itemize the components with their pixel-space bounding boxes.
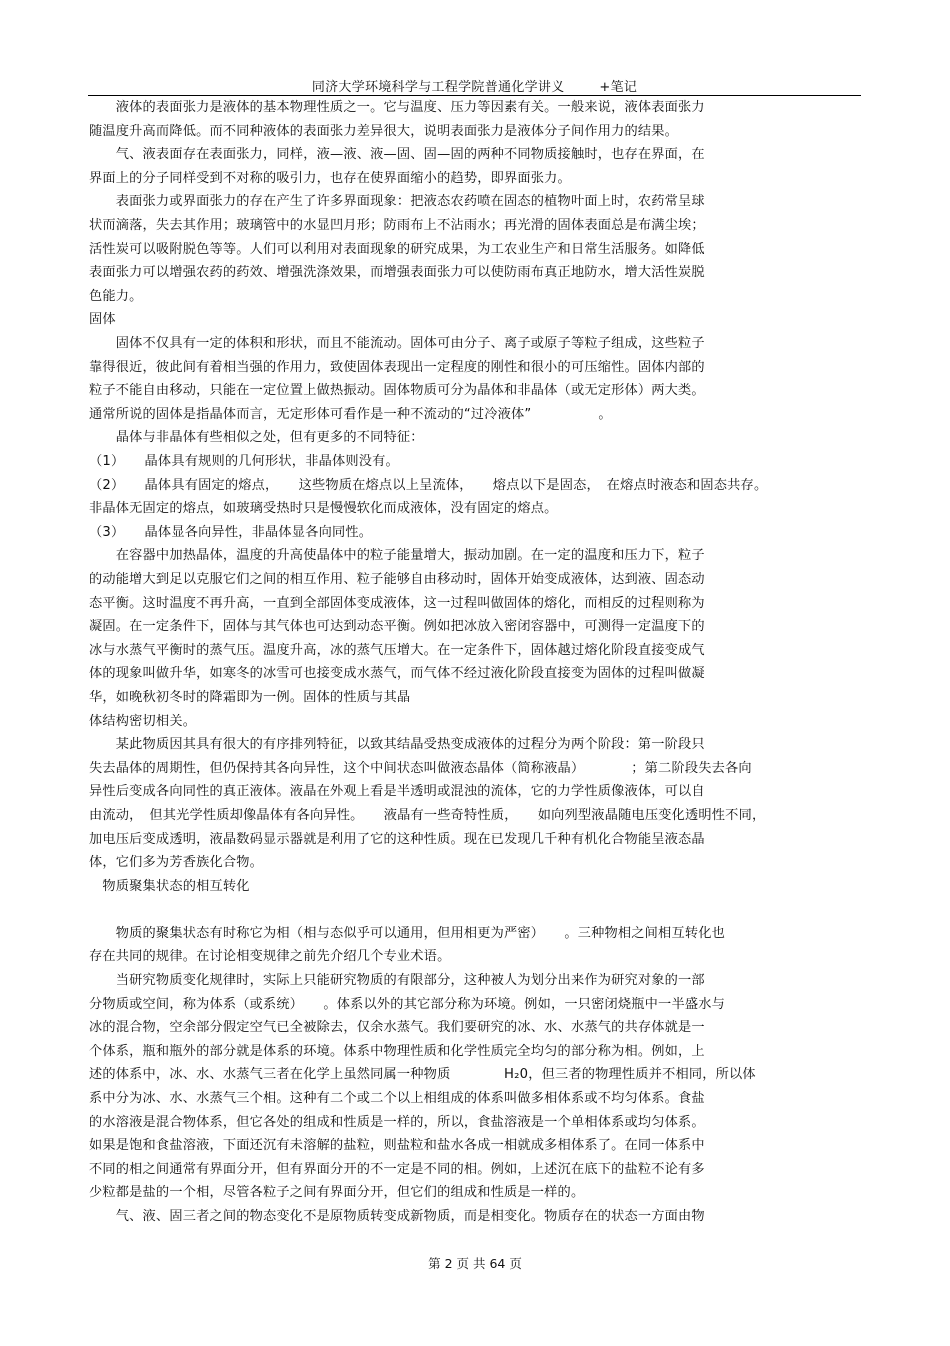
header-title: 同济大学环境科学与工程学院普通化学讲义 — [311, 80, 565, 95]
text-line: 凝固。在一定条件下，固体与其气体也可达到动态平衡。例如把冰放入密闭容器中，可测得一定温度下的 — [89, 619, 705, 635]
text-line: 述的体系中，冰、水、水蒸气三者在化学上虽然同属一种物质 H₂0，但三者的物理性质并不相同，所以体 — [89, 1067, 756, 1083]
text-line: 不同的相之间通常有界面分开，但有界面分开的不一定是不同的相。例如，上述沉在底下的盐粒不论有多 — [89, 1161, 705, 1177]
text-line: 个体系，瓶和瓶外的部分就是体系的环境。体系中物理性质和化学性质完全均匀的部分称为相。例如，上 — [89, 1043, 705, 1059]
text-line: 固体不仅具有一定的体积和形状，而且不能流动。固体可由分子、离子或原子等粒子组成，这些粒子 — [89, 336, 705, 351]
text-line: 表面张力或界面张力的存在产生了许多界面现象：把液态农药喷在固态的植物叶面上时，农药常呈球 — [89, 194, 705, 210]
text-line: 气、液表面存在表面张力，同样，液—液、液—固、固—固的两种不同物质接触时，也存在界面，在 — [89, 147, 705, 163]
text-line: 冰与水蒸气平衡时的蒸气压。温度升高，冰的蒸气压增大。在一定条件下，固体越过熔化阶段直接变成气 — [89, 642, 705, 658]
text-line: 气、液、固三者之间的物态变化不是原物质转变成新物质，而是相变化。物质存在的状态一方面由物 — [89, 1209, 705, 1224]
text-line: 在容器中加热晶体，温度的升高使晶体中的粒子能量增大，振动加剧。在一定的温度和压力下，粒子 — [89, 548, 705, 564]
page-footer: 第 2 页 共 64 页 — [428, 1256, 522, 1271]
text-line: 分物质或空间，称为体系（或系统） 。体系以外的其它部分称为环境。例如，一只密闭烧瓶中一半盛水与 — [89, 996, 725, 1012]
text-line: 由流动， 但其光学性质却像晶体有各向异性。 液晶有一些奇特性质， 如向列型液晶随电压变化透明性不同， — [89, 808, 766, 823]
text-line: 活性炭可以吸附脱色等等。人们可以利用对表面现象的研究成果，为工农业生产和日常生活服务。如降低 — [89, 241, 705, 257]
text-line: 晶体与非晶体有些相似之处，但有更多的不同特征： — [89, 430, 424, 446]
page-header — [88, 76, 861, 95]
text-line: （3） 晶体显各向异性，非晶体显各向同性。 — [89, 524, 373, 540]
text-line: 的水溶液是混合物体系，但它各处的组成和性质是一样的，所以，食盐溶液是一个单相体系或均匀体系。 — [89, 1114, 705, 1130]
text-line: 体的现象叫做升华，如寒冬的冰雪可也接变成水蒸气，而气体不经过液化阶段直接变为固体的过程叫做凝 — [89, 666, 705, 682]
text-line: 少粒都是盐的一个相，尽管各粒子之间有界面分开，但它们的组成和性质是一样的。 — [89, 1185, 585, 1201]
text-line: 加电压后变成透明，液晶数码显示器就是利用了它的这种性质。现在已发现几千种有机化合物能呈液态晶 — [89, 831, 705, 847]
text-line: 异性后变成各向同性的真正液体。液晶在外观上看是半透明或混浊的流体，它的力学性质像液体，可以自 — [89, 784, 705, 800]
text-line: 固体 — [89, 312, 116, 328]
text-line: 通常所说的固体是指晶体而言，无定形体可看作是一种不流动的“过冷液体” 。 — [89, 406, 612, 422]
text-line: 体，它们多为芳香族化合物。 — [89, 855, 264, 871]
text-line: 非晶体无固定的熔点，如玻璃受热时只是慢慢软化而成液体，没有固定的熔点。 — [89, 501, 558, 517]
text-line: 冰的混合物，空余部分假定空气已全被除去，仅余水蒸气。我们要研究的冰、水、水蒸气的共存体就是一 — [89, 1020, 705, 1036]
header-suffix: +笔记 — [599, 80, 638, 95]
text-line: 的动能增大到足以克服它们之间的相互作用、粒子能够自由移动时，固体开始变成液体，达到液、固态动 — [89, 572, 705, 587]
text-line: 当研究物质变化规律时，实际上只能研究物质的有限部分，这种被人为划分出来作为研究对象的一部 — [89, 973, 705, 988]
text-line: 液体的表面张力是液体的基本物理性质之一。它与温度、压力等因素有关。一般来说，液体表面张力 — [89, 100, 705, 115]
text-line: （1） 晶体具有规则的几何形状，非晶体则没有。 — [89, 454, 399, 469]
text-line: 系中分为冰、水、水蒸气三个相。这种有二个或二个以上相组成的体系叫做多相体系或不均匀体系。食盐 — [89, 1091, 705, 1106]
text-line: 表面张力可以增强农药的药效、增强洗涤效果，而增强表面张力可以使防雨布真正地防水，增大活性炭脱 — [89, 265, 705, 281]
text-line: 态平衡。这时温度不再升高，一直到全部固体变成液体，这一过程叫做固体的熔化，而相反的过程则称为 — [89, 595, 705, 611]
text-line: 物质的聚集状态有时称它为相（相与态似乎可以通用，但用相更为严密） 。三种物相之间相互转化也 — [89, 925, 725, 941]
text-line: 色能力。 — [89, 288, 143, 304]
text-line: 华，如晚秋初冬时的降霜即为一例。固体的性质与其晶 — [89, 690, 411, 705]
text-line: 体结构密切相关。 — [89, 713, 197, 729]
text-line: 如果是饱和食盐溶液，下面还沉有未溶解的盐粒，则盐粒和盐水各成一相就成多相体系了。在同一体系中 — [89, 1138, 705, 1154]
text-line: 某此物质因其具有很大的有序排列特征，以致其结晶受热变成液体的过程分为两个阶段：第一阶段只 — [89, 737, 705, 753]
text-line: 失去晶体的周期性，但仍保持其各向异性，这个中间状态叫做液态晶体（简称液晶） ；第二阶段失去各向 — [89, 760, 752, 776]
text-line: 随温度升高而降低。而不同种液体的表面张力差异很大，说明表面张力是液体分子间作用力的结果。 — [89, 123, 679, 139]
text-line: （2） 晶体具有固定的熔点， 这些物质在熔点以上呈流体， 熔点以下是固态， 在熔点时液态和固态共存。 — [89, 477, 768, 493]
text-line: 物质聚集状态的相互转化 — [89, 878, 250, 894]
text-line: 靠得很近，彼此间有着相当强的作用力，致使固体表现出一定程度的刚性和很小的可压缩性。固体内部的 — [89, 359, 705, 375]
text-line: 状而滴落，失去其作用；玻璃管中的水显凹月形；防雨布上不沾雨水；再光滑的固体表面总是布满尘埃； — [89, 218, 705, 233]
text-line: 粒子不能自由移动，只能在一定位置上做热振动。固体物质可分为晶体和非晶体（或无定形体）两大类。 — [89, 383, 705, 399]
text-line: 存在共同的规律。在讨论相变规律之前先介绍几个专业术语。 — [89, 949, 451, 965]
text-line: 界面上的分子同样受到不对称的吸引力，也存在使界面缩小的趋势，即界面张力。 — [89, 170, 571, 186]
